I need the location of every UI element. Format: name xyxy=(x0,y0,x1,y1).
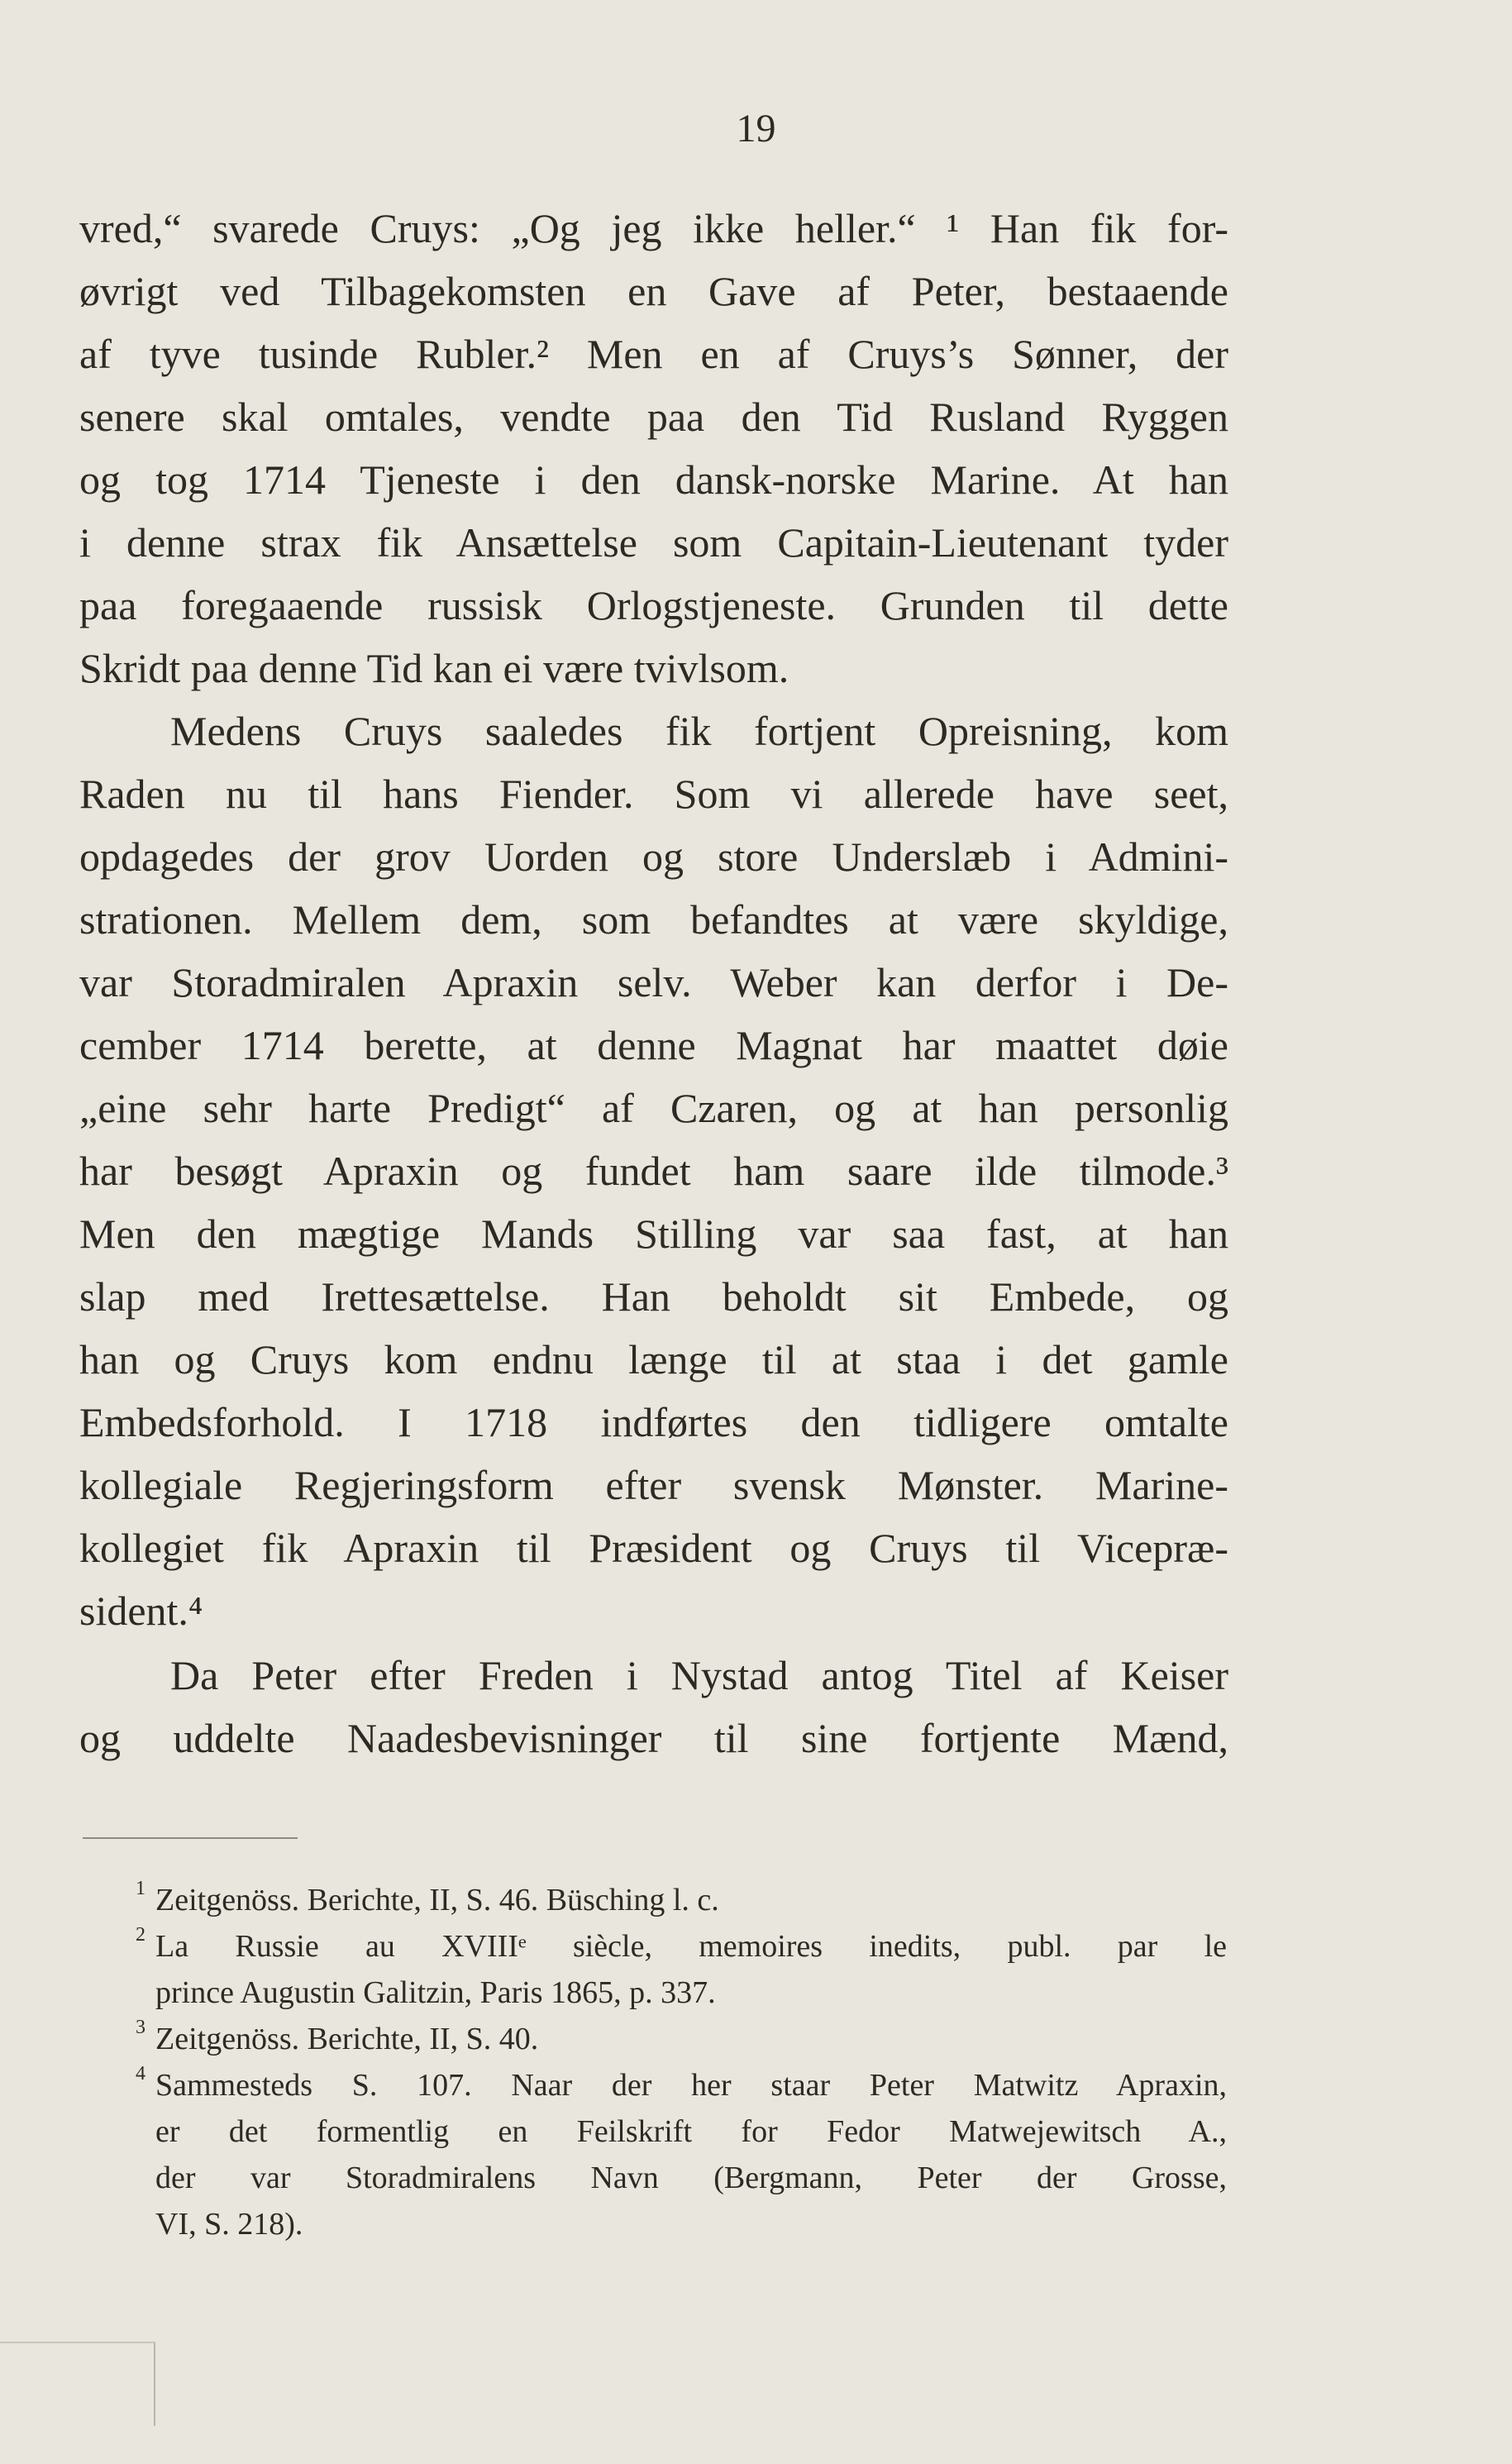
footnote-marker: 4 xyxy=(136,2063,145,2084)
text-line: Da Peter efter Freden i Nystad antog Titel af Keiser xyxy=(170,1652,1228,1698)
text-line: øvrigt ved Tilbagekomsten en Gave af Peter, bestaaende xyxy=(79,268,1228,314)
text-line: kollegiet fik Apraxin til Præsident og Cruys til Vicepræ- xyxy=(79,1525,1228,1571)
text-line: senere skal omtales, vendte paa den Tid Rusland Ryggen xyxy=(79,394,1228,440)
text-line: og uddelte Naadesbevisninger til sine fortjente Mænd, xyxy=(79,1715,1228,1761)
text-line: Embedsforhold. I 1718 indførtes den tidligere omtalte xyxy=(79,1399,1228,1445)
text-line: Men den mægtige Mands Stilling var saa fast, at han xyxy=(79,1211,1228,1257)
footnote-line: der var Storadmiralens Navn (Bergmann, Peter der Grosse, xyxy=(155,2161,1227,2195)
footnote-marker: 2 xyxy=(136,1924,145,1946)
footnote-line: Sammesteds S. 107. Naar der her staar Peter Matwitz Apraxin, xyxy=(155,2068,1227,2103)
text-line: Medens Cruys saaledes fik fortjent Opreisning, kom xyxy=(170,708,1228,754)
footnote-divider xyxy=(83,1837,298,1839)
footnote-line: prince Augustin Galitzin, Paris 1865, p. 337. xyxy=(155,1975,716,2010)
footnote-line: VI, S. 218). xyxy=(155,2207,303,2242)
text-line: i denne strax fik Ansættelse som Capitain-Lieutenant tyder xyxy=(79,519,1228,566)
footnote-marker: 1 xyxy=(136,1878,145,1899)
text-line: paa foregaaende russisk Orlogstjeneste. Grunden til dette xyxy=(79,582,1228,628)
text-line: vred,“ svarede Cruys: „Og jeg ikke heller.“ ¹ Han fik for- xyxy=(79,205,1228,251)
text-line: Skridt paa denne Tid kan ei være tvivlsom. xyxy=(79,645,789,691)
text-line: han og Cruys kom endnu længe til at staa i det gamle xyxy=(79,1336,1228,1382)
text-line: Raden nu til hans Fiender. Som vi allerede have seet, xyxy=(79,771,1228,817)
footnote-line: La Russie au XVIIIᵉ siècle, memoires inedits, publ. par le xyxy=(155,1929,1227,1964)
text-line: opdagedes der grov Uorden og store Underslæb i Admini- xyxy=(79,833,1228,880)
text-line: „eine sehr harte Predigt“ af Czaren, og at han personlig xyxy=(79,1085,1228,1131)
footnote-marker: 3 xyxy=(136,2017,145,2038)
text-line: cember 1714 berette, at denne Magnat har maattet døie xyxy=(79,1022,1228,1068)
text-line: slap med Irettesættelse. Han beholdt sit Embede, og xyxy=(79,1273,1228,1320)
text-line: sident.⁴ xyxy=(79,1588,203,1634)
text-line: kollegiale Regjeringsform efter svensk Mønster. Marine- xyxy=(79,1462,1228,1508)
text-line: har besøgt Apraxin og fundet ham saare ilde tilmode.³ xyxy=(79,1148,1228,1194)
footnote-line: Zeitgenöss. Berichte, II, S. 46. Büsching l. c. xyxy=(155,1883,719,1917)
text-line: af tyve tusinde Rubler.² Men en af Cruys’s Sønner, der xyxy=(79,331,1228,377)
text-line: strationen. Mellem dem, som befandtes at være skyldige, xyxy=(79,896,1228,943)
footnote-line: er det formentlig en Feilskrift for Fedor Matwejewitsch A., xyxy=(155,2114,1227,2149)
scan-frame-mark xyxy=(0,2342,155,2426)
page-number: 19 xyxy=(736,107,776,150)
text-line: og tog 1714 Tjeneste i den dansk-norske Marine. At han xyxy=(79,456,1228,503)
footnote-line: Zeitgenöss. Berichte, II, S. 40. xyxy=(155,2022,539,2056)
text-line: var Storadmiralen Apraxin selv. Weber kan derfor i De- xyxy=(79,959,1228,1005)
